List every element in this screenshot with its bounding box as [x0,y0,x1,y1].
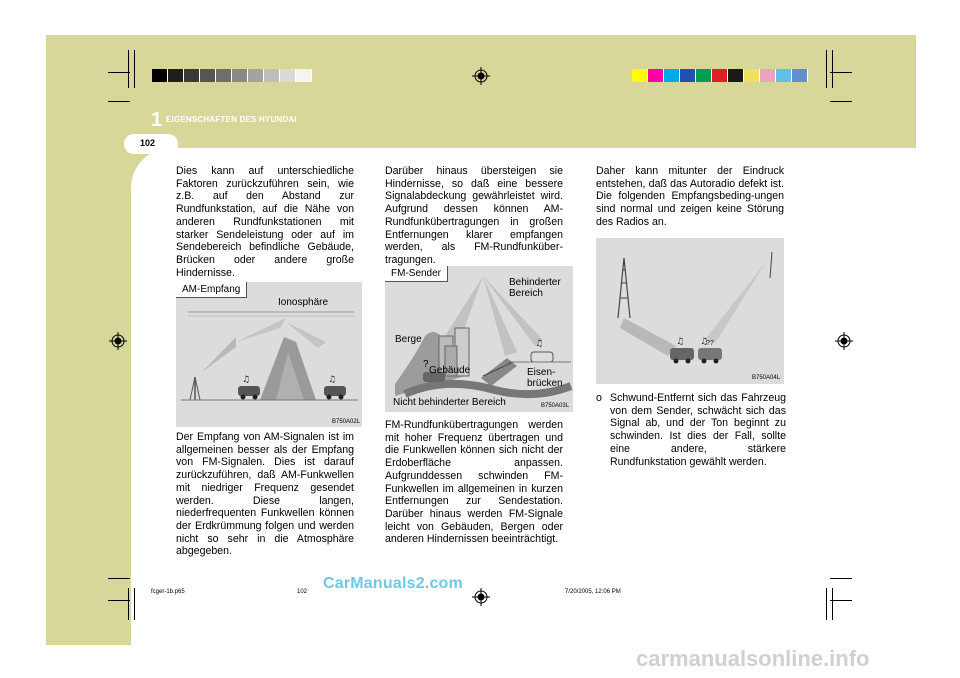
calibration-swatch [680,69,696,82]
calibration-swatch [792,69,808,82]
calibration-swatch [648,69,664,82]
calibration-swatch [232,69,248,82]
registration-target-right [835,332,853,350]
registration-target-top [472,67,490,85]
footer-date: 7/20/2005, 12:06 PM [565,589,621,595]
calibration-swatch [248,69,264,82]
crop-mark [134,50,135,88]
calibration-swatch [152,69,168,82]
color-calibration-bar [632,69,808,82]
list-item-text: Schwund-Entfernt sich das Fahrzeug von dem Sender, schwächt sich das Signal ab, und der Ton beginnt zu schwinden. Ist dies der Fall, sollte eine andere, stärkere Rundfunkstation gewählt werden. [610,392,786,468]
crop-mark [830,578,852,579]
registration-target-left [109,332,127,350]
obstructed-area-label: Behinderter Bereich [509,277,561,299]
figure-code: B750A04L [752,375,781,381]
calibration-swatch [776,69,792,82]
column-2-text-bottom [385,419,563,546]
chapter-number: 1 [151,109,163,131]
car-icon [324,386,346,396]
am-reception-tag: AM-Empfang [176,282,247,298]
unobstructed-area-label: Nicht behinderter Bereich [393,397,506,408]
music-note-icon: ♫ [242,375,251,385]
am-diagram [176,282,362,427]
figure-fm-transmitter [385,266,573,412]
music-note-icon: ♫ [700,337,709,347]
bridges-label: Eisen- brücken [527,367,563,389]
chapter-title: EIGENSCHAFTEN DES HYUNDAI [166,115,297,124]
signal-beam [236,318,286,342]
paragraph: Daher kann mitunter der Eindruck entstehen, daß das Autoradio defekt ist. Die folgenden Empfangsbeding-ungen sind normal und zeigen keine Störung des Radios an. [596,165,784,228]
figure-code: B750A02L [332,419,361,425]
car-icon [238,386,260,396]
music-note-icon: ♫ [676,337,685,347]
watermark-carmanualsonline[interactable]: carmanualsonline.info [636,646,870,671]
column-2-text-top [385,165,563,267]
calibration-swatch [696,69,712,82]
calibration-swatch [168,69,184,82]
car-icon [670,348,694,360]
paragraph: Der Empfang von AM-Signalen ist im allgemeinen besser als der Empfang von FM-Signalen. Dies ist darauf zurückzuführen, daß AM-Funkwellen mit niedriger Frequenz gesendet werden. Diese langen, niederfrequenten Funkwellen können der Erdkrümmung folgen und werden nicht so sehr in die Atmosphäre abgegeben. [176,431,354,558]
calibration-swatch [296,69,312,82]
gray-calibration-bar [152,69,312,82]
calibration-swatch [280,69,296,82]
crop-mark [108,600,130,601]
calibration-swatch [216,69,232,82]
crop-mark [830,101,852,102]
page-number: 102 [140,138,156,148]
calibration-swatch [744,69,760,82]
figure-signal-fading [596,238,784,384]
crop-mark [830,600,852,601]
antenna-tower [770,252,772,278]
crop-mark [108,578,130,579]
crop-mark [108,72,130,73]
crop-mark [832,588,833,620]
question-mark-label: ? [423,359,429,370]
crop-mark [128,50,129,88]
antenna-tower [618,258,624,318]
fading-diagram [596,238,784,384]
signal-beam [620,318,676,356]
question-mark-label: ?? [706,340,714,347]
footer-page: 102 [297,589,308,595]
watermark-carmanuals2[interactable]: CarManuals2.com [323,575,463,592]
figure-code: B750A03L [541,403,570,409]
paragraph: Dies kann auf unterschiedliche Faktoren zurückzuführen sein, wie z.B. auf den Abstand zur Rundfunkstation, auf die Nähe von anderen Rundfunkstationen mit starker Sendeleistung oder auf im Sendebereich befindliche Gebäude, Brücken oder andere große Hindernisse. [176,165,354,279]
signal-beam [706,262,766,342]
calibration-swatch [712,69,728,82]
crop-mark [108,101,130,102]
mountains-label: Berge [395,334,422,345]
column-3-text-top [596,165,784,229]
crop-mark [826,588,827,620]
column-1-text-top [176,165,354,279]
crop-mark [826,50,827,88]
crop-mark [134,588,135,620]
crop-mark [830,72,852,73]
music-note-icon: ♫ [535,339,544,349]
music-note-icon: ♫ [328,375,337,385]
calibration-swatch [632,69,648,82]
list-bullet: o [596,392,602,404]
calibration-swatch [664,69,680,82]
calibration-swatch [200,69,216,82]
figure-am-reception [176,282,362,427]
paragraph: Darüber hinaus übersteigen sie Hindernisse, so daß eine bessere Signalabdeckung gewährleistet wird. Aufgrund dessen können AM-Rundfunkübertragungen in großen Entfernungen klarer empfangen werden, als FM-Rundfunküber-tragungen. [385,165,563,266]
ionosphere-label: Ionosphäre [278,297,329,308]
calibration-swatch [184,69,200,82]
fm-transmitter-tag: FM-Sender [385,266,448,282]
car-icon [698,348,722,360]
calibration-swatch [760,69,776,82]
buildings-label: Gebäude [429,365,471,376]
car-icon [531,352,553,362]
signal-beam [202,337,236,372]
registration-target-bottom [472,588,490,606]
crop-mark [832,50,833,88]
crop-mark [128,588,129,620]
column-1-text-bottom [176,431,354,558]
paragraph: FM-Rundfunkübertragungen werden mit hoher Frequenz übertragen und die Funkwellen können sich nicht der Erdoberfläche anpassen. Aufgrunddessen schwinden FM-Funkwellen im allgemeinen in kurzen Entfernungen zur Sendestation. Darüber hinaus werden FM-Signale leicht von Gebäuden, Bergen oder anderen Hindernissen beeinträchtigt. [385,419,563,546]
calibration-swatch [728,69,744,82]
calibration-swatch [264,69,280,82]
condition-list-item [596,392,786,468]
footer-filename: fcger-1b.p65 [151,589,185,595]
